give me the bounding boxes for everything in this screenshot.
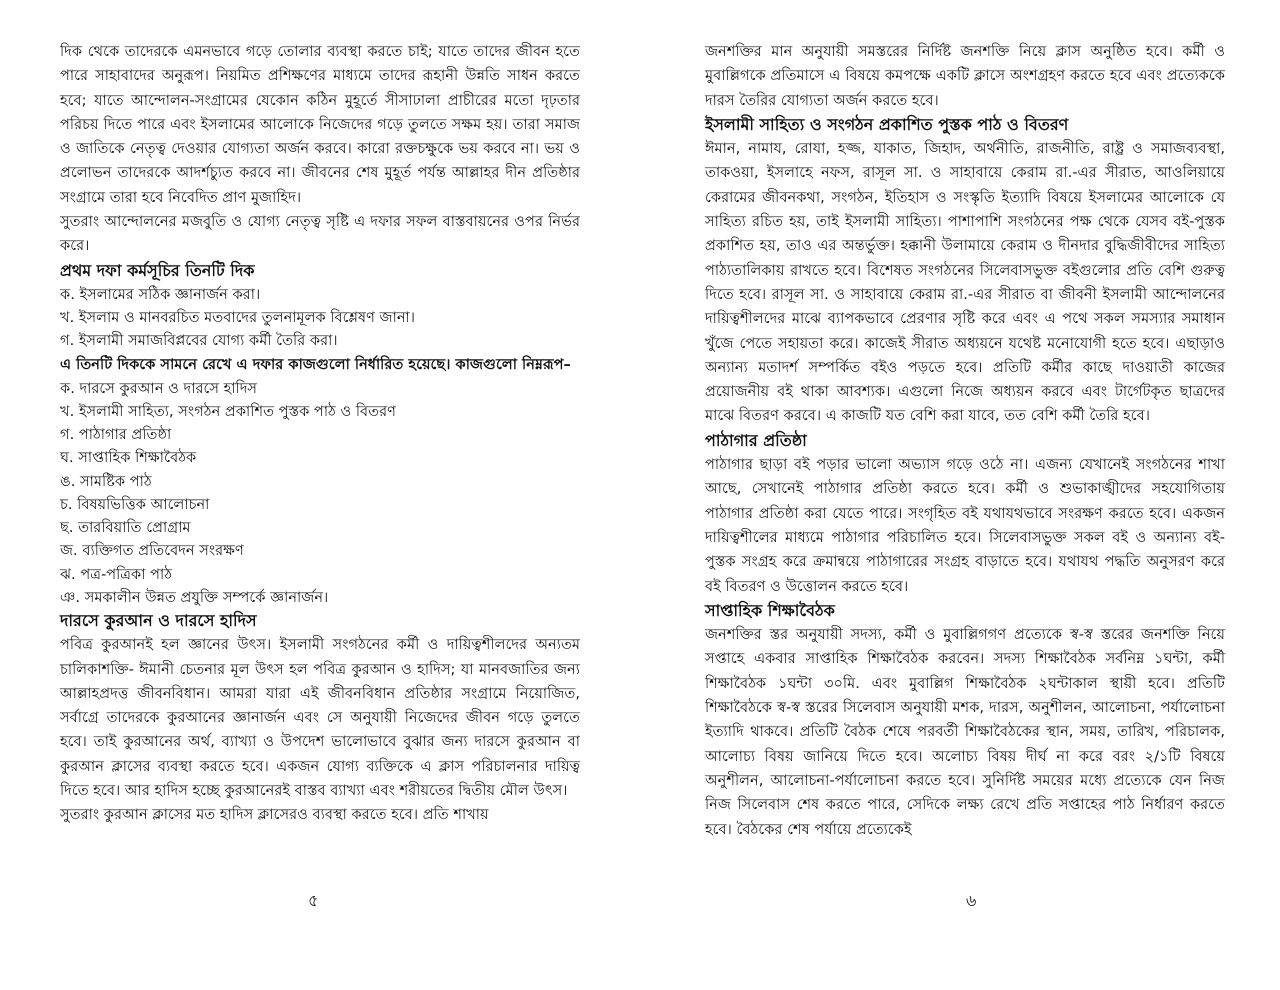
paragraph: দিক থেকে তাদেরকে এমনভাবে গড়ে তোলার ব্যবস্থা করতে চাই; যাতে তাদের জীবন হতে পারে সাহাবাদের অনুরূপ। নিয়মিত প্রশিক্ষণের মাধ্যমে তাদের রূহানী উন্নতি সাধন করতে হবে; যাতে আন্দোলন-সংগ্রামের যেকোন কঠিন মুহূর্তে সীসাঢালা প্রাচীরের মতো দৃঢ়তার পরিচয় দিতে পারে এবং ইসলামের আলোকে নিজেদের গড়ে তুলতে সক্ষম হয়। তারা সমাজ ও জাতিকে নেতৃত্ব দেওয়ার যোগ্যতা অর্জন করবে। কারো রক্তচক্ষুকে ভয় করবে না। ভয় ও প্রলোভন তাদেরকে আদর্শচ্যুত করবে না। জীবনের শেষ মুহূর্ত পর্যন্ত আল্লাহর দীন প্রতিষ্ঠার সংগ্রামে তারা হবে নিবেদিত প্রাণ মুজাহিদ। <box>60 43 580 206</box>
list-item: ছ. তারবিয়াতি প্রোগ্রাম <box>60 519 191 537</box>
list-item: গ. ইসলামী সমাজবিপ্লবের যোগ্য কর্মী তৈরি করা। <box>60 332 338 350</box>
left-page <box>60 40 580 828</box>
list-item: ঙ. সামষ্টিক পাঠ <box>60 472 152 490</box>
paragraph: ঈমান, নামায, রোযা, হজ্জ, যাকাত, জিহাদ, অর্থনীতি, রাজনীতি, রাষ্ট্র ও সমাজব্যবস্থা, তাকওয়া, ইসলাহে নফস, রাসূল সা. ও সাহাবায়ে কেরাম রা.-এর সীরাত, আওলিয়ায়ে কেরামের জীবনকথা, সংগঠন, ইতিহাস ও সংস্কৃতি ইত্যাদি বিষয়ে ইসলামের আলোকে যে সাহিত্য রচিত হয়, তাই ইসলামী সাহিত্য। পাশাপাশি সংগঠনের পক্ষ থেকে যেসব বই-পুস্তক প্রকাশিত হয়, তাও এর অন্তর্ভুক্ত। হক্কানী উলামায়ে কেরাম ও দীনদার বুদ্ধিজীবীদের সাহিত্য পাঠ্যতালিকায় রাখতে হবে। বিশেষত সংগঠনের সিলেবাসভুক্ত বইগুলোর প্রতি বেশি গুরুত্ব দিতে হবে। রাসূল সা. ও সাহাবায়ে কেরাম রা.-এর সীরাত বা জীবনী ইসলামী আন্দোলনের দায়িত্বশীলদের মাঝে ব্যাপকভাবে প্রেরণার সৃষ্টি করে এবং এ পথে সকল সমস্যার সমাধান খুঁজে পেতে সহায়তা করে। কাজেই সীরাত অধ্যয়নে যথেষ্ট মনোযোগী হতে হবে। এছাড়াও অন্যান্য মতাদর্শ সম্পর্কিত বইও পড়তে হবে। প্রতিটি কর্মীর কাছে দাওয়াতী কাজের প্রয়োজনীয় বই থাকা আবশ্যক। এগুলো নিজে অধ্যয়ন করবে এবং টার্গেটকৃত ছাত্রদের মাঝে বিতরণ করবে। এ কাজটি যত বেশি করা যাবে, তত বেশি কর্মী তৈরি হবে। <box>705 140 1225 425</box>
list-item: গ. পাঠাগার প্রতিষ্ঠা <box>60 426 172 444</box>
page-number: ৫ <box>308 891 319 910</box>
paragraph: সুতরাং কুরআন ক্লাসের মত হাদিস ক্লাসেরও ব্যবস্থা করতে হবে। প্রতি শাখায় <box>60 806 489 824</box>
paragraph: জনশক্তির স্তর অনুযায়ী সদস্য, কর্মী ও মুবাল্লিগগণ প্রত্যেকে স্ব-স্ব স্তরের জনশক্তি নিয়ে সপ্তাহে একবার সাপ্তাহিক শিক্ষাবৈঠক করবেন। সদস্য শিক্ষাবৈঠক সর্বনিম্ন ১ঘন্টা, কর্মী শিক্ষাবৈঠক ১ঘন্টা ৩০মি. এবং মুবাল্লিগ শিক্ষাবৈঠক ২ঘন্টাকাল স্থায়ী হবে। প্রতিটি শিক্ষাবৈঠকে স্ব-স্ব স্তরের সিলেবাস অনুযায়ী মশক, দারস, অনুশীলন, আলোচনা, পর্যালোচনা ইত্যাদি থাকবে। প্রতিটি বৈঠক শেষে পরবর্তী শিক্ষাবৈঠকের স্থান, সময়, তারিখ, পরিচালক, আলোচ্য বিষয় জানিয়ে দিতে হবে। অলোচ্য বিষয় দীর্ঘ না করে বরং ২/১টি বিষয়ে অনুশীলন, আলোচনা-পর্যালোচনা করতে হবে। সুনির্দিষ্ট সময়ের মধ্যে প্রত্যেকে যেন নিজ নিজ সিলেবাস শেষ করতে পারে, সেদিকে লক্ষ্য রেখে প্রতি সপ্তাহের পাঠ নির্ধারণ করতে হবে। বৈঠকের শেষ পর্যায়ে প্রত্যেকেই <box>705 626 1225 838</box>
list-item: ঘ. সাপ্তাহিক শিক্ষাবৈঠক <box>60 449 197 467</box>
section-heading: প্রথম দফা কর্মসূচির তিনটি দিক <box>60 260 255 280</box>
list-item: ঝ. পত্র-পত্রিকা পাঠ <box>60 565 173 583</box>
tasks-list <box>60 377 580 609</box>
list-item: চ. বিষয়ভিত্তিক আলোচনা <box>60 495 210 513</box>
lead-sentence: এ তিনটি দিককে সামনে রেখে এ দফার কাজগুলো নির্ধারিত হয়েছে। কাজগুলো নিম্নরূপ– <box>60 355 571 373</box>
section-heading: ইসলামী সাহিত্য ও সংগঠন প্রকাশিত পুস্তক পাঠ ও বিতরণ <box>705 114 1069 134</box>
list-item: খ. ইসলাম ও মানবরচিত মতবাদের তুলনামূলক বিশ্লেষণ জানা। <box>60 309 416 327</box>
paragraph: পাঠাগার ছাড়া বই পড়ার ভালো অভ্যাস গড়ে ওঠে না। এজন্য যেখানেই সংগঠনের শাখা আছে, সেখানেই পাঠাগার প্রতিষ্ঠা করতে হবে। কর্মী ও শুভাকাঙ্খীদের সহযোগিতায় পাঠাগার প্রতিষ্ঠা করা যেতে পারে। সংগৃহিত বই যথাযথভাবে সংরক্ষণ করতে হবে। একজন দায়িত্বশীলের মাধ্যমে পাঠাগার পরিচালিত হবে। সিলেবাসভুক্ত সকল বই ও অন্যান্য বই-পুস্তক সংগ্রহ করে ক্রমান্বয়ে পাঠাগারের সংগ্রহ বাড়াতে হবে। যথাযথ পদ্ধতি অনুসরণ করে বই বিতরণ ও উত্তোলন করতে হবে। <box>705 456 1225 595</box>
page-number: ৬ <box>966 891 977 910</box>
section-heading: সাপ্তাহিক শিক্ষাবৈঠক <box>705 600 835 620</box>
section-heading: পাঠাগার প্রতিষ্ঠা <box>705 430 807 450</box>
list-item: ক. ইসলামের সঠিক জ্ঞানার্জন করা। <box>60 285 261 303</box>
aspects-list <box>60 283 580 353</box>
section-heading: দারসে কুরআন ও দারসে হাদিস <box>60 610 257 630</box>
list-item: ক. দারসে কুরআন ও দারসে হাদিস <box>60 379 258 397</box>
list-item: ঞ. সমকালীন উন্নত প্রযুক্তি সম্পর্কে জ্ঞানার্জন। <box>60 588 329 606</box>
paragraph: সুতরাং আন্দোলনের মজবুতি ও যোগ্য নেতৃত্ব সৃষ্টি এ দফার সফল বাস্তবায়নের ওপর নির্ভর করে। <box>60 213 580 255</box>
paragraph: জনশক্তির মান অনুযায়ী সমস্তরের নির্দিষ্ট জনশক্তি নিয়ে ক্লাস অনুষ্ঠিত হবে। কর্মী ও মুবাল্লিগকে প্রতিমাসে এ বিষয়ে কমপক্ষে একটি ক্লাসে অংশগ্রহণ করতে হবে এবং প্রত্যেককে দারস তৈরির যোগ্যতা অর্জন করতে হবে। <box>705 43 1225 109</box>
right-page <box>705 40 1225 842</box>
paragraph: পবিত্র কুরআনই হল জ্ঞানের উৎস। ইসলামী সংগঠনের কর্মী ও দায়িত্বশীলদের অন্যতম চালিকাশক্তি- ঈমানী চেতনার মূল উৎস হল পবিত্র কুরআন ও হাদিস; যা মানবজাতির জন্য আল্লাহপ্রদত্ত জীবনবিধান। আমরা যারা এই জীবনবিধান প্রতিষ্ঠার সংগ্রামে নিয়োজিত, সর্বাগ্রে তাদেরকে কুরআনের জ্ঞানার্জন এবং সে অনুযায়ী নিজেদের জীবন গড়ে তুলতে হবে। তাই কুরআনের অর্থ, ব্যাখ্যা ও উপদেশ ভালোভাবে বুঝার জন্য দারসে কুরআন বা কুরআন ক্লাসের ব্যবস্থা করতে হবে। একজন যোগ্য ব্যক্তিকে এ ক্লাস পরিচালনার দায়িত্ব দিতে হবে। আর হাদিস হচ্ছে কুরআনেরই বাস্তব ব্যাখ্যা এবং শরীয়তের দ্বিতীয় মৌল উৎস। <box>60 636 580 799</box>
list-item: জ. ব্যক্তিগত প্রতিবেদন সংরক্ষণ <box>60 542 244 560</box>
list-item: খ. ইসলামী সাহিত্য, সংগঠন প্রকাশিত পুস্তক পাঠ ও বিতরণ <box>60 403 396 421</box>
